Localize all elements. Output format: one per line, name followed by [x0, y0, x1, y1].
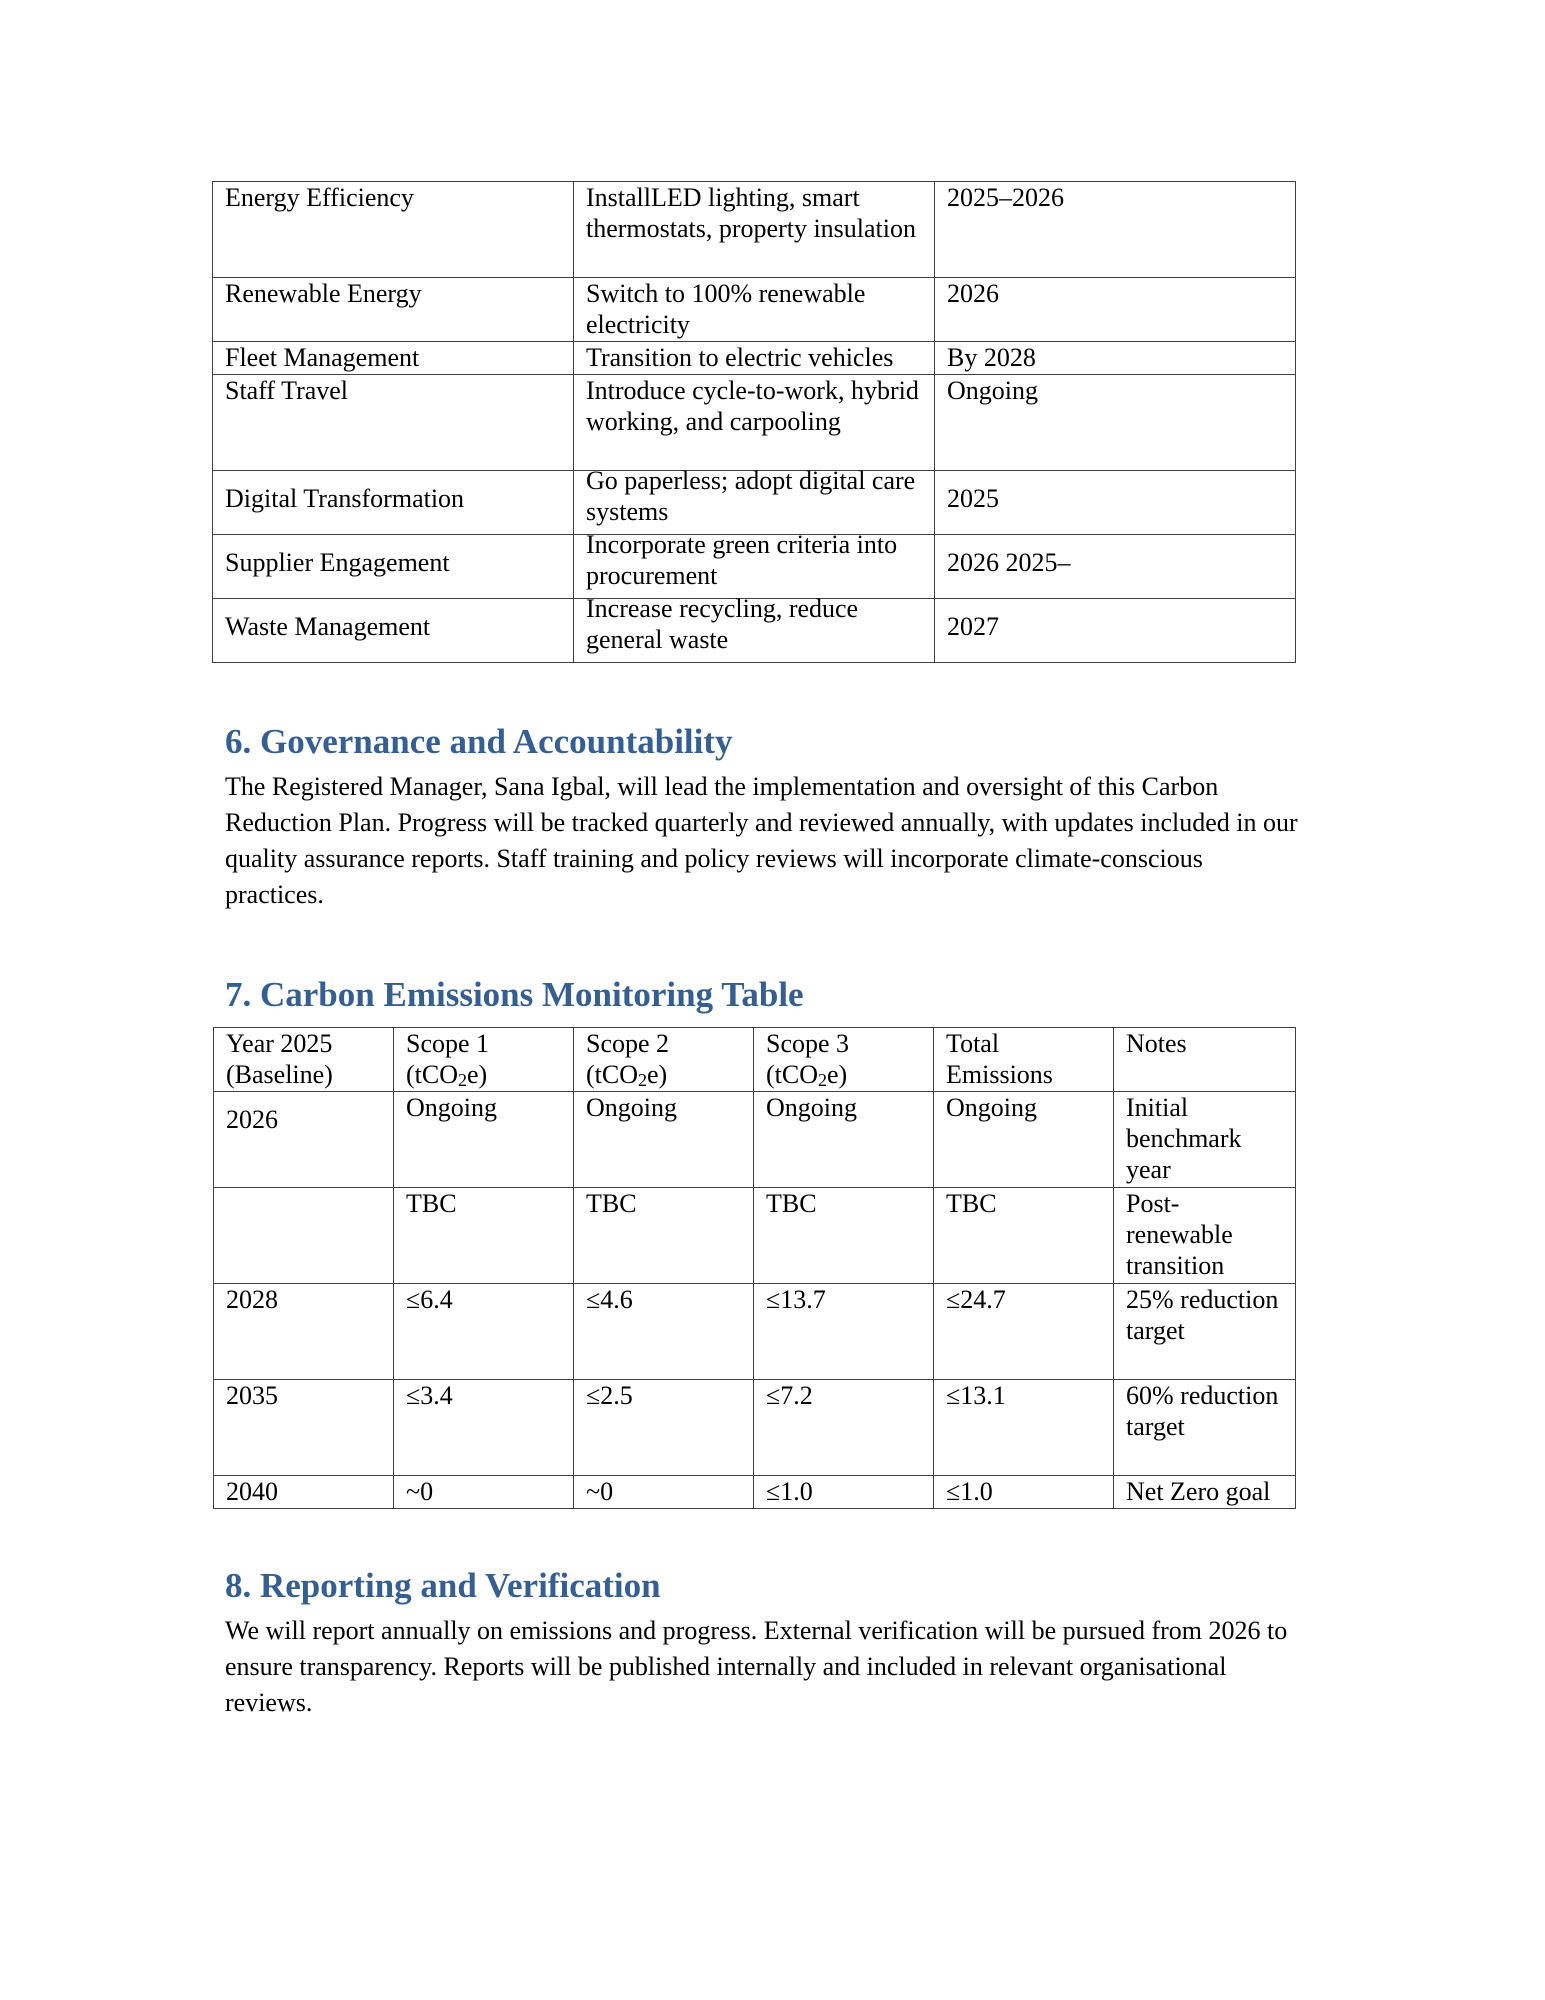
action-cell — [574, 594, 935, 663]
scope2-cell: ~0 — [574, 1476, 754, 1509]
scope3-cell: TBC — [754, 1188, 934, 1284]
reporting-paragraph: We will report annually on emissions and progress. External verification will be pursued from 2026 to ensure transparency. Reports will be published internally and included in relevant organisational reviews. — [225, 1616, 1288, 1717]
governance-paragraph: The Registered Manager, Sana Igbal, will lead the implementation and oversight of this Carbon Reduction Plan. Progress will be tracked quarterly and reviewed annually, with updates included in our quality assurance reports. Staff training and policy reviews will incorporate climate-conscious practices. — [225, 772, 1298, 909]
total-cell: ≤1.0 — [934, 1476, 1114, 1509]
notes-cell: Post-renewable transition — [1114, 1188, 1296, 1284]
total-cell: Ongoing — [934, 1092, 1114, 1188]
action-cell: InstallLED lighting, smart thermostats, property insulation — [574, 182, 935, 278]
timeline-cell: 2026 — [935, 278, 1296, 342]
year-cell: 2026 — [214, 1092, 394, 1188]
header-suffix: e) — [827, 1060, 848, 1089]
action-text: Go paperless; adopt digital care systems — [586, 466, 916, 526]
action-cell — [574, 466, 935, 535]
timeline-cell: 2027 — [935, 599, 1296, 663]
timeline-cell: Ongoing — [935, 375, 1296, 471]
reduction-actions-table — [212, 181, 1296, 663]
scope2-cell: TBC — [574, 1188, 754, 1284]
header-year: Year 2025 (Baseline) — [214, 1028, 394, 1092]
emissions-monitoring-table — [213, 1027, 1296, 1509]
notes-cell: Initial benchmark year — [1114, 1092, 1296, 1188]
header-suffix: e) — [467, 1060, 488, 1089]
scope3-cell: Ongoing — [754, 1092, 934, 1188]
notes-cell: 25% reduction target — [1114, 1284, 1296, 1380]
subscript: 2 — [818, 1070, 827, 1090]
subscript: 2 — [638, 1070, 647, 1090]
scope2-cell: Ongoing — [574, 1092, 754, 1188]
header-scope1-label: Scope 1 (tCO — [406, 1029, 490, 1089]
area-cell: Staff Travel — [213, 375, 574, 471]
section-heading-monitoring: 7. Carbon Emissions Monitoring Table — [225, 975, 804, 1014]
area-cell: Renewable Energy — [213, 278, 574, 342]
year-cell: 2040 — [214, 1476, 394, 1509]
header-suffix: e) — [647, 1060, 668, 1089]
table-row — [214, 1380, 1296, 1476]
area-cell: Waste Management — [213, 599, 574, 663]
section-heading-governance: 6. Governance and Accountability — [225, 722, 733, 761]
table-row — [213, 599, 1296, 663]
timeline-cell: 2025–2026 — [935, 182, 1296, 278]
scope3-cell: ≤1.0 — [754, 1476, 934, 1509]
header-scope2 — [574, 1028, 754, 1092]
table-row — [214, 1092, 1296, 1188]
table-row — [213, 342, 1296, 375]
subscript: 2 — [458, 1070, 467, 1090]
timeline-cell: 2026 2025– — [935, 535, 1296, 599]
table-row — [213, 278, 1296, 342]
table-row — [213, 375, 1296, 471]
scope1-cell: ~0 — [394, 1476, 574, 1509]
notes-cell: 60% reduction target — [1114, 1380, 1296, 1476]
header-notes: Notes — [1114, 1028, 1296, 1092]
scope1-cell: TBC — [394, 1188, 574, 1284]
table-header-row — [214, 1028, 1296, 1092]
total-cell: ≤13.1 — [934, 1380, 1114, 1476]
year-cell: 2035 — [214, 1380, 394, 1476]
header-scope1 — [394, 1028, 574, 1092]
action-cell — [574, 530, 935, 599]
area-cell: Supplier Engagement — [213, 535, 574, 599]
scope3-cell: ≤13.7 — [754, 1284, 934, 1380]
scope1-cell: ≤3.4 — [394, 1380, 574, 1476]
table-row — [213, 471, 1296, 535]
scope2-cell: ≤2.5 — [574, 1380, 754, 1476]
action-text: Incorporate green criteria into procurement — [586, 530, 898, 590]
table-row — [213, 535, 1296, 599]
notes-cell: Net Zero goal — [1114, 1476, 1296, 1509]
action-text: Increase recycling, reduce general waste — [586, 594, 859, 654]
scope3-cell: ≤7.2 — [754, 1380, 934, 1476]
year-cell: 2028 — [214, 1284, 394, 1380]
table-row — [213, 182, 1296, 278]
timeline-cell: By 2028 — [935, 342, 1296, 375]
header-scope2-label: Scope 2 (tCO — [586, 1029, 670, 1089]
table-row — [214, 1476, 1296, 1509]
header-total: Total Emissions — [934, 1028, 1114, 1092]
header-scope3-label: Scope 3 (tCO — [766, 1029, 850, 1089]
area-cell: Energy Efficiency — [213, 182, 574, 278]
scope1-cell: Ongoing — [394, 1092, 574, 1188]
action-cell: Switch to 100% renewable electricity — [574, 278, 935, 342]
area-cell: Fleet Management — [213, 342, 574, 375]
total-cell: ≤24.7 — [934, 1284, 1114, 1380]
action-cell: Introduce cycle-to-work, hybrid working, and carpooling — [574, 375, 935, 471]
action-cell: Transition to electric vehicles — [574, 342, 935, 375]
timeline-cell: 2025 — [935, 471, 1296, 535]
scope2-cell: ≤4.6 — [574, 1284, 754, 1380]
scope1-cell: ≤6.4 — [394, 1284, 574, 1380]
table-row — [214, 1188, 1296, 1284]
table-row — [214, 1284, 1296, 1380]
year-cell — [214, 1188, 394, 1284]
header-scope3 — [754, 1028, 934, 1092]
area-cell: Digital Transformation — [213, 471, 574, 535]
total-cell: TBC — [934, 1188, 1114, 1284]
section-heading-reporting: 8. Reporting and Verification — [225, 1566, 661, 1605]
